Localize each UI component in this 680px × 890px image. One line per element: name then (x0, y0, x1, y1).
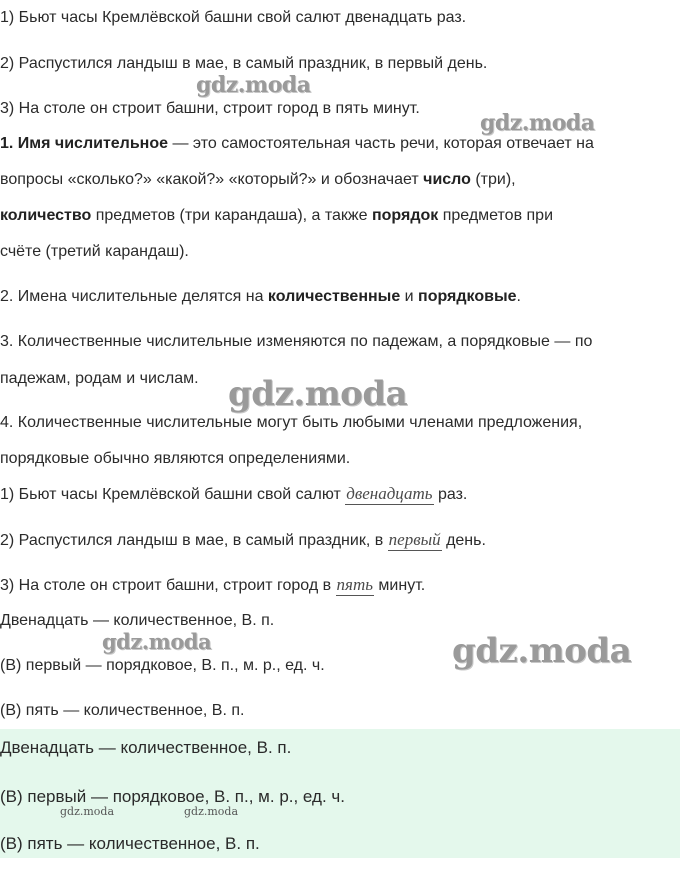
theory-p2-bold-2: порядковые (418, 288, 517, 305)
theory-p1-text-a: — это самостоятельная часть речи, которая отвечает на (168, 135, 594, 152)
watermark: gdz.moda (60, 805, 115, 818)
marked-sentence-3 (0, 575, 425, 596)
theory-p1-line2 (0, 170, 516, 190)
theory-p3-line2: падежам, родам и числам. (0, 370, 199, 387)
theory-p1-bold-quantity: количество (0, 207, 92, 224)
numeral-underlined-1: двенадцать (346, 484, 433, 503)
theory-p2 (0, 287, 521, 307)
watermark: gdz.moda (452, 631, 632, 671)
marked-sentence-1-after: раз. (433, 486, 468, 503)
marked-sentence-2-before: 2) Распустился ландыш в мае, в самый праздник, в (0, 532, 388, 549)
theory-p1-bold-order: порядок (371, 207, 439, 224)
theory-p1-bold-number: число (423, 171, 471, 188)
theory-p1-text-c: предметов (три карандаша), а также (91, 207, 372, 224)
answer-line-2: (В) первый — порядковое, В. п., м. р., ед. ч. (0, 787, 345, 806)
theory-p1-line4: счёте (третий карандаш). (0, 243, 189, 260)
theory-p1-text-c-end: предметов при (438, 207, 554, 224)
sentence-3: 3) На столе он строит башни, строит город в пять минут. (0, 100, 420, 117)
theory-p1-line3 (0, 206, 553, 226)
watermark: gdz.moda (480, 110, 595, 136)
answer-line-3: (В) пять — количественное, В. п. (0, 834, 260, 853)
watermark: gdz.moda (228, 374, 408, 414)
theory-p4-line1: 4. Количественные числительные могут быть любыми членами предложения, (0, 414, 583, 431)
marked-sentence-2-after: день. (441, 532, 486, 549)
theory-p4-line2: порядковые обычно являются определениями. (0, 450, 351, 467)
theory-p1-text-b-end: (три), (470, 171, 516, 188)
analysis-line-1: Двенадцать — количественное, В. п. (0, 612, 275, 629)
sentence-2: 2) Распустился ландыш в мае, в самый праздник, в первый день. (0, 55, 488, 72)
watermark: gdz.moda (196, 72, 311, 98)
theory-p3-line1: 3. Количественные числительные изменяются по падежам, а порядковые — по (0, 333, 593, 350)
numeral-underlined-3: пять (336, 575, 373, 594)
marked-sentence-3-after: минут. (373, 577, 426, 594)
theory-p2-text: 2. Имена числительные делятся на (0, 288, 268, 305)
marked-sentence-3-before: 3) На столе он строит башни, строит город в (0, 577, 336, 594)
theory-p2-end: . (516, 288, 521, 305)
theory-p1-line1 (0, 134, 594, 154)
theory-p2-bold-1: количественные (267, 288, 401, 305)
answer-block (0, 729, 680, 858)
theory-p1-text-b: вопросы «сколько?» «какой?» «который?» и обозначает (0, 171, 424, 188)
theory-p1-num: 1. (0, 135, 18, 152)
theory-p2-mid: и (400, 288, 419, 305)
theory-p1-term: Имя числительное (17, 135, 169, 152)
numeral-underlined-2: первый (388, 530, 441, 549)
marked-sentence-1 (0, 484, 467, 505)
analysis-line-3: (В) пять — количественное, В. п. (0, 702, 245, 719)
watermark: gdz.moda (184, 805, 239, 818)
watermark: gdz.moda (102, 629, 212, 654)
analysis-line-2: (В) первый — порядковое, В. п., м. р., ед. ч. (0, 657, 325, 674)
sentence-1: 1) Бьют часы Кремлёвской башни свой салют двенадцать раз. (0, 9, 467, 26)
answer-line-1: Двенадцать — количественное, В. п. (0, 738, 292, 757)
marked-sentence-2 (0, 530, 486, 551)
marked-sentence-1-before: 1) Бьют часы Кремлёвской башни свой салют (0, 486, 346, 503)
